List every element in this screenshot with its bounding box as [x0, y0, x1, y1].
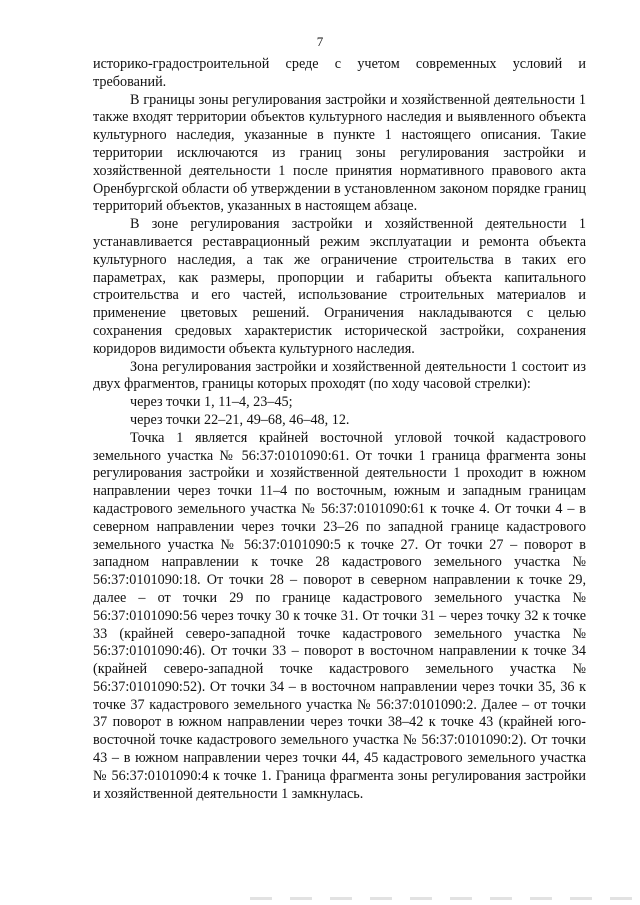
page-number: 7: [316, 34, 324, 49]
paragraph-territories: В границы зоны регулирования застройки и хозяйственной деятельности 1 также входят территории объектов культурного наследия и выявленного объекта культурного наследия, указанные в пункте 1 настоящего описания. Такие территории исключаются из границ зоны регулирования застройки и хозяйственной деятельности 1 после принятия нормативного правового акта Оренбургской области об утверждении в установленном законом порядке границ территорий объектов, указанных в настоящем абзаце.: [93, 91, 586, 215]
paragraph-fragments: Зона регулирования застройки и хозяйственной деятельности 1 состоит из двух фрагментов, границы которых проходят (по ходу часовой стрелки):: [93, 358, 586, 393]
paragraph-regime: В зоне регулирования застройки и хозяйственной деятельности 1 устанавливается реставрационный режим эксплуатации и ремонта объекта культурного наследия, а так же ограничение строительства в таких его параметрах, как размеры, пропорции и габариты объекта капитального строительства и его частей, использование строительных материалов и применение цветовых решений. Ограничения накладываются с целью сохранения средовых характеристик исторической застройки, сохранения коридоров видимости объекта культурного наследия.: [93, 216, 586, 357]
scan-edge-artifact: [250, 897, 640, 900]
paragraph-boundary-description: Точка 1 является крайней восточной угловой точкой кадастрового земельного участка № 56:37:0101090:61. От точки 1 граница фрагмента зоны регулирования застройки и хозяйственной деятельности 1 проходит в южном направлении через точки 11–4 по восточным, южным и западным границам кадастрового земельного участка № 56:37:0101090:61 к точке 4. От точки 4 – в северном направлении через точки 23–26 по западной границе кадастрового земельного участка № 56:37:0101090:5 к точке 27. От точки 27 – поворот в западном направлении к точке 28 кадастрового земельного участка № 56:37:0101090:18. От точки 28 – поворот в северном направлении к точке 29, далее – от точки 29 по границе кадастрового земельного участка № 56:37:0101090:56 через точку 30 к точке 31. От точки 31 – через точку 32 к точке 33 (крайней северо-западной точке кадастрового земельного участка № 56:37:0101090:46). От точки 33 – поворот в восточном направлении к точке 34 (крайней северо-западной точке кадастрового земельного участка № 56:37:0101090:52). От точки 34 – в восточном направлении через точки 35, 36 к точке 37 кадастрового земельного участка № 56:37:0101090:2. Далее – от точки 37 поворот в южном направлении через точки 38–42 к точке 43 (крайней юго-восточной точке кадастрового земельного участка № 56:37:0101090:2). От точки 43 – в южном направлении через точки 44, 45 кадастрового земельного участка № 56:37:0101090:4 к точке 1. Граница фрагмента зоны регулирования застройки и хозяйственной деятельности 1 замкнулась.: [93, 429, 586, 802]
document-body: [93, 56, 586, 803]
route-fragment-1: через точки 1, 11–4, 23–45;: [130, 394, 293, 411]
route-fragment-2: через точки 22–21, 49–68, 46–48, 12.: [130, 411, 350, 428]
paragraph-continuation: историко-градостроительной среде с учетом современных условий и требований.: [93, 56, 586, 90]
